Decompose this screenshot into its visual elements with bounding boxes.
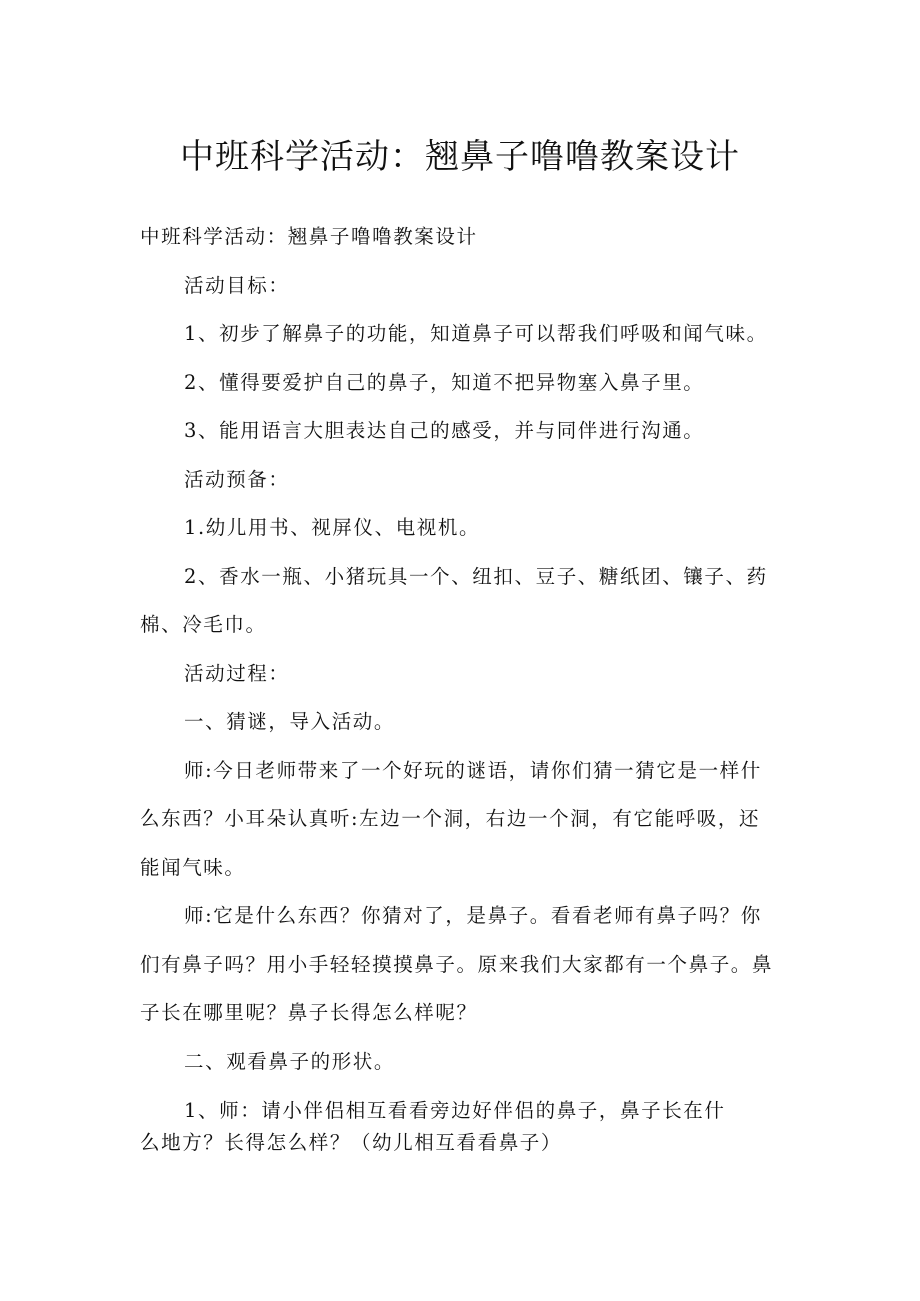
- paragraph-riddle-line-3: 能闻气味。: [140, 855, 246, 879]
- document-title: 中班科学活动：翘鼻子噜噜教案设计: [180, 137, 740, 177]
- document-last-paragraph: [140, 1095, 800, 1159]
- section-heading-process: 活动过程：: [184, 661, 290, 685]
- process-step-2: 二、观看鼻子的形状。: [184, 1049, 396, 1073]
- preparation-item-1: 1.幼儿用书、视屏仪、电视机。: [184, 516, 481, 539]
- last-paragraph-line-2: 么地方？长得怎么样？（幼儿相互看看鼻子）: [140, 1131, 563, 1154]
- document-body: [140, 213, 785, 1086]
- paragraph-riddle-line-1: 师:今日老师带来了一个好玩的谜语，请你们猜一猜它是一样什: [184, 758, 762, 782]
- subtitle-line: 中班科学活动：翘鼻子噜噜教案设计: [140, 225, 478, 248]
- section-heading-goals: 活动目标：: [184, 273, 290, 297]
- preparation-item-2-continued: 棉、冷毛巾。: [140, 613, 267, 636]
- preparation-item-2: 2、香水一瓶、小猪玩具一个、纽扣、豆子、糖纸团、镶子、药: [184, 564, 768, 588]
- paragraph-nose-line-3: 子长在哪里呢？鼻子长得怎么样呢？: [140, 1001, 478, 1024]
- process-step-1: 一、猜谜，导入活动。: [184, 710, 396, 733]
- goal-item-2: 2、懂得要爱护自己的鼻子，知道不把异物塞入鼻子里。: [184, 370, 705, 394]
- paragraph-nose-line-2: 们有鼻子吗？用小手轻轻摸摸鼻子。原来我们大家都有一个鼻子。鼻: [140, 952, 774, 976]
- goal-item-1: 1、初步了解鼻子的功能，知道鼻子可以帮我们呼吸和闻气味。: [184, 322, 768, 345]
- goal-item-3: 3、能用语言大胆表达自己的感受，并与同伴进行沟通。: [184, 419, 705, 442]
- last-paragraph-line-1: 1、师：请小伴侣相互看看旁边好伴侣的鼻子，鼻子长在什: [184, 1099, 726, 1122]
- paragraph-riddle-line-2: 么东西？小耳朵认真听:左边一个洞，右边一个洞，有它能呼吸，还: [140, 807, 761, 830]
- section-heading-preparation: 活动预备：: [184, 467, 290, 491]
- paragraph-nose-line-1: 师:它是什么东西？你猜对了，是鼻子。看看老师有鼻子吗？你: [184, 904, 762, 927]
